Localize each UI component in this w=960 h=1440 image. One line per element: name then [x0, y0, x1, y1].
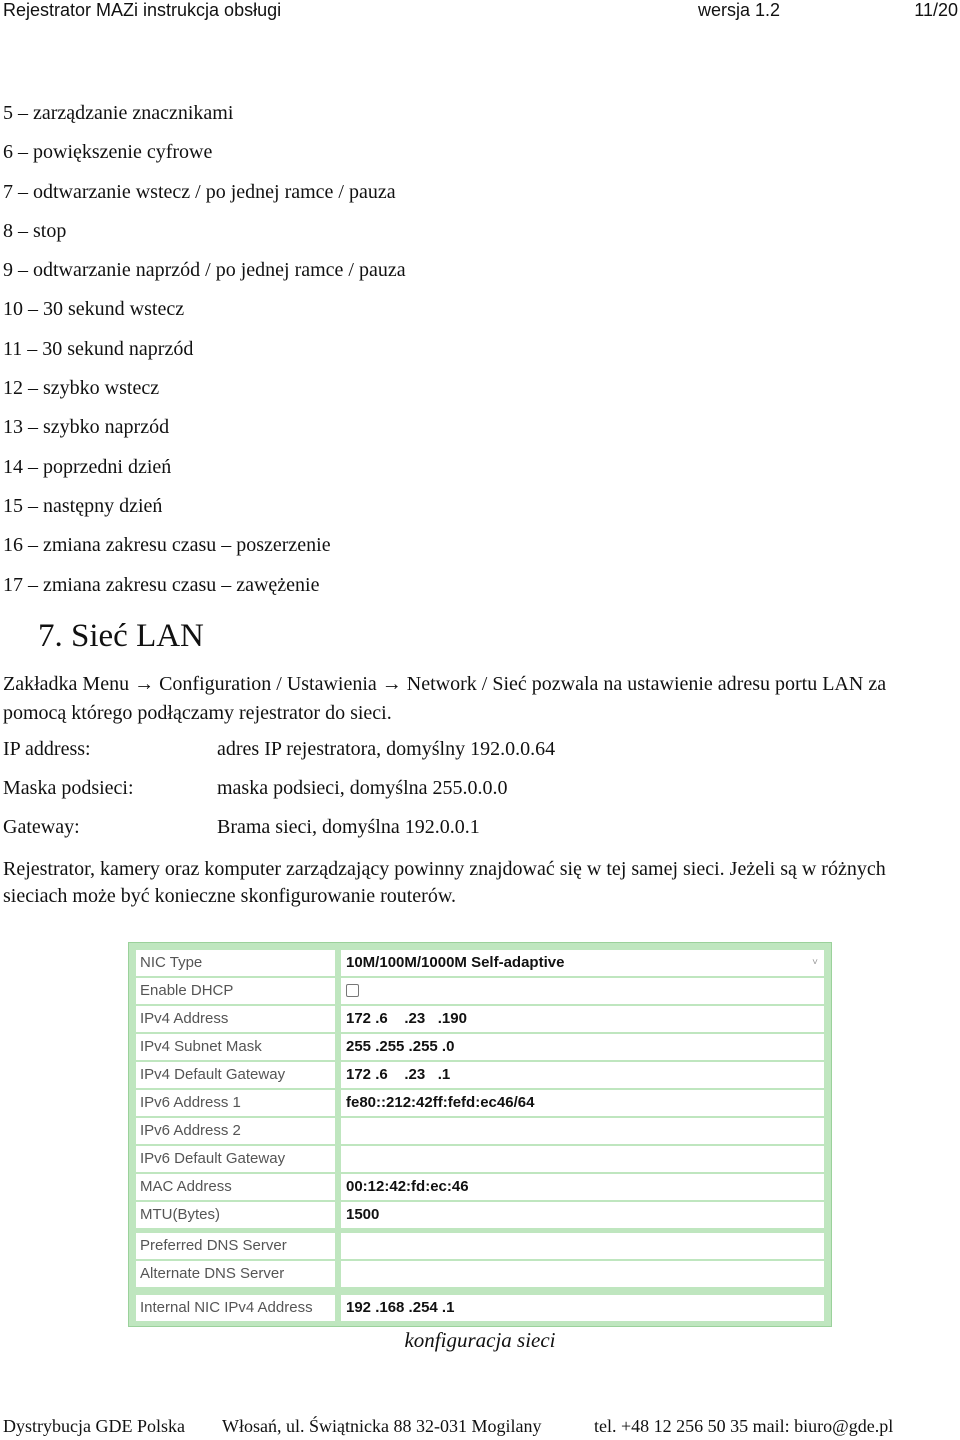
row-ipv6-address-1	[136, 1090, 824, 1116]
row-enable-dhcp	[136, 978, 824, 1004]
row-ipv6-default-gateway	[136, 1146, 824, 1172]
nic-type-select[interactable]	[341, 950, 824, 976]
row-ipv6-address-2	[136, 1118, 824, 1144]
page-footer	[0, 1416, 960, 1440]
list-item: 13 – szybko naprzód	[3, 416, 170, 439]
field-label: IPv4 Default Gateway	[136, 1062, 335, 1088]
row-ipv4-default-gateway	[136, 1062, 824, 1088]
ipv4-default-gateway-input[interactable]: 172 .6 .23 .1	[341, 1062, 824, 1088]
row-ipv4-subnet-mask	[136, 1034, 824, 1060]
ipv6-default-gateway-input[interactable]	[341, 1146, 824, 1172]
list-item: 8 – stop	[3, 219, 67, 242]
ipv4-address-input[interactable]: 172 .6 .23 .190	[341, 1006, 824, 1032]
list-item: 7 – odtwarzanie wstecz / po jednej ramce / pauza	[3, 180, 396, 203]
setting-key: Gateway:	[3, 816, 80, 838]
field-label: MTU(Bytes)	[136, 1202, 335, 1228]
setting-value: maska podsieci, domyślna 255.0.0.0	[217, 777, 508, 799]
document-title: Rejestrator MAZi instrukcja obsługi	[3, 0, 282, 20]
row-mtu	[136, 1202, 824, 1228]
row-mac-address	[136, 1174, 824, 1200]
alternate-dns-input[interactable]	[341, 1261, 824, 1287]
internal-nic-ipv4-input[interactable]: 192 .168 .254 .1	[341, 1295, 824, 1321]
field-label: NIC Type	[136, 950, 335, 976]
list-item: 14 – poprzedni dzień	[3, 455, 172, 478]
chevron-down-icon: ˅	[812, 957, 818, 968]
footer-address: Włosań, ul. Świątnicka 88 32-031 Mogilany	[222, 1416, 542, 1436]
page-header	[0, 0, 960, 24]
field-label: IPv6 Address 2	[136, 1118, 335, 1144]
field-label: IPv6 Default Gateway	[136, 1146, 335, 1172]
setting-key: IP address:	[3, 738, 91, 760]
list-item: 9 – odtwarzanie naprzód / po jednej ramce / pauza	[3, 259, 406, 282]
page-number: 11/20	[914, 0, 958, 20]
field-label: Preferred DNS Server	[136, 1233, 335, 1259]
section-intro: Zakładka Menu → Configuration / Ustawienia → Network / Sieć pozwala na ustawienie adresu portu LAN za pomocą którego podłączamy rejestrator do sieci.	[3, 673, 887, 724]
select-value: 10M/100M/1000M Self-adaptive	[346, 954, 565, 971]
list-item: 5 – zarządzanie znacznikami	[3, 102, 234, 124]
field-label: IPv4 Subnet Mask	[136, 1034, 335, 1060]
dhcp-field	[341, 978, 824, 1004]
setting-value: adres IP rejestratora, domyślny 192.0.0.64	[217, 738, 556, 760]
network-config-screenshot	[128, 942, 832, 1327]
field-label: Alternate DNS Server	[136, 1261, 335, 1287]
field-label: Internal NIC IPv4 Address	[136, 1295, 335, 1321]
row-internal-nic-ipv4	[136, 1295, 824, 1321]
network-note: Rejestrator, kamery oraz komputer zarządzający powinny znajdować się w tej samej sieci. Jeżeli są w różnych sieciach może być konieczne skonfigurowanie routerów.	[3, 858, 886, 907]
list-item: 11 – 30 sekund naprzód	[3, 337, 194, 360]
field-label: IPv6 Address 1	[136, 1090, 335, 1116]
list-item: 17 – zmiana zakresu czasu – zawężenie	[3, 573, 320, 596]
ipv6-address-1-input[interactable]: fe80::212:42ff:fefd:ec46/64	[341, 1090, 824, 1116]
document-version: wersja 1.2	[698, 0, 781, 20]
list-item: 10 – 30 sekund wstecz	[3, 298, 185, 321]
figure-caption: konfiguracja sieci	[404, 1328, 556, 1352]
field-label: IPv4 Address	[136, 1006, 335, 1032]
field-label: Enable DHCP	[136, 978, 335, 1004]
list-item: 15 – następny dzień	[3, 494, 163, 517]
row-preferred-dns	[136, 1233, 824, 1259]
field-label: MAC Address	[136, 1174, 335, 1200]
mac-address-value: 00:12:42:fd:ec:46	[341, 1174, 824, 1200]
control-legend-list	[3, 94, 406, 605]
preferred-dns-input[interactable]	[341, 1233, 824, 1259]
ipv6-address-2-input[interactable]	[341, 1118, 824, 1144]
row-nic-type	[136, 950, 824, 976]
row-alternate-dns	[136, 1261, 824, 1287]
list-item: 16 – zmiana zakresu czasu – poszerzenie	[3, 534, 331, 557]
enable-dhcp-checkbox[interactable]	[346, 984, 359, 997]
list-item: 12 – szybko wstecz	[3, 377, 160, 400]
mtu-input[interactable]: 1500	[341, 1202, 824, 1228]
list-item: 6 – powiększenie cyfrowe	[3, 141, 213, 164]
footer-contact: tel. +48 12 256 50 35 mail: biuro@gde.pl	[594, 1416, 894, 1436]
setting-value: Brama sieci, domyślna 192.0.0.1	[217, 816, 480, 838]
ipv4-subnet-mask-input[interactable]: 255 .255 .255 .0	[341, 1034, 824, 1060]
section-heading: 7. Sieć LAN	[38, 618, 204, 654]
setting-key: Maska podsieci:	[3, 777, 134, 799]
row-ipv4-address	[136, 1006, 824, 1032]
footer-company: Dystrybucja GDE Polska	[3, 1416, 185, 1436]
